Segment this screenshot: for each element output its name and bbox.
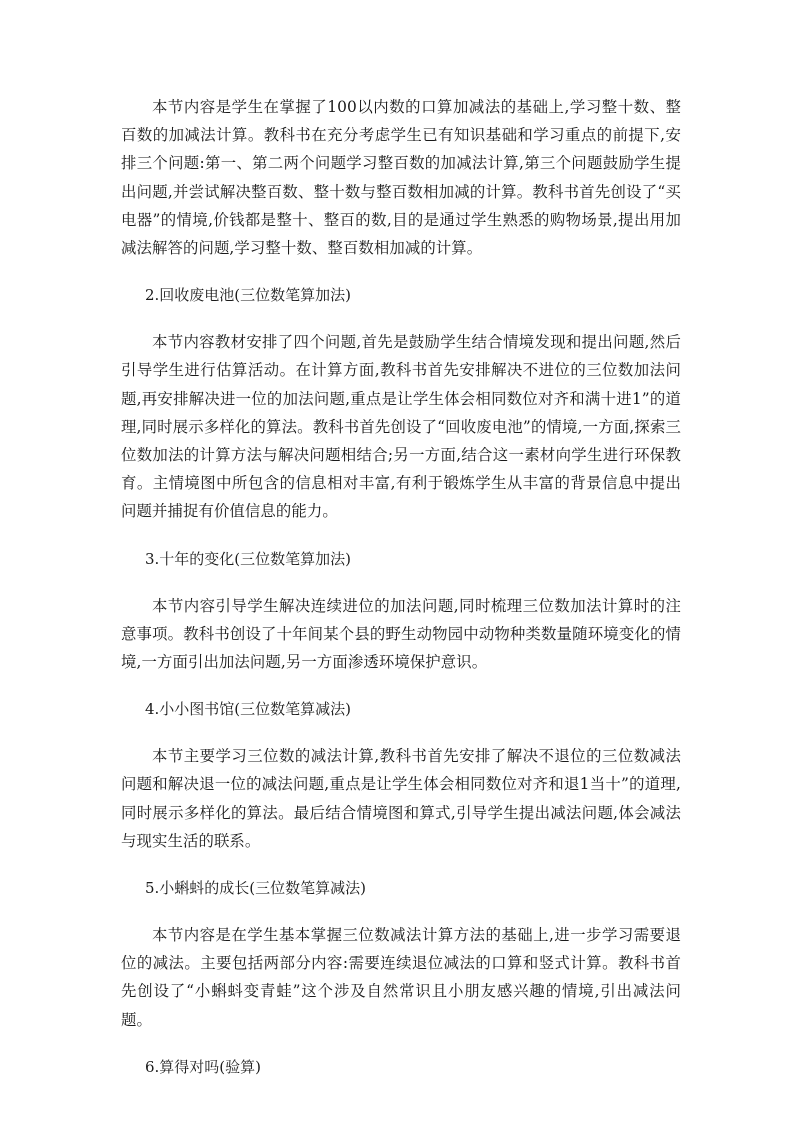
paragraph-intro: 本节内容是学生在掌握了100以内数的口算加减法的基础上,学习整十数、整百数的加减法计算。教科书在充分考虑学生已有知识基础和学习重点的前提下,安排三个问题:第一、第二两个问题学习整百数的加减法计算,第三个问题鼓励学生提出问题,并尝试解决整百数、整十数与整百数相加减的计算。教科书首先创设了“买电器”的情境,价钱都是整十、整百的数,目的是通过学生熟悉的购物场景,提出用加减法解答的问题,学习整十数、整百数相加减的计算。 [121, 98, 681, 258]
document-body [121, 93, 681, 1100]
section-heading-2: 2.回收废电池(三位数笔算加法) [145, 286, 352, 305]
section-heading-4: 4.小小图书馆(三位数笔算减法) [145, 700, 352, 719]
paragraph-section-2: 本节内容教材安排了四个问题,首先是鼓励学生结合情境发现和提出问题,然后引导学生进行估算活动。在计算方面,教科书首先安排解决不进位的三位数加法问题,再安排解决进一位的加法问题,重点是让学生体会相同数位对齐和满十进1”的道理,同时展示多样化的算法。教科书首先创设了“回收废电池”的情境,一方面,探索三位数加法的计算方法与解决问题相结合;另一方面,结合这一素材向学生进行环保教育。主情境图中所包含的信息相对丰富,有利于锻炼学生从丰富的背景信息中提出问题并捕捉有价值信息的能力。 [121, 333, 681, 521]
section-heading-3: 3.十年的变化(三位数笔算加法) [145, 549, 352, 568]
paragraph-section-5: 本节内容是在学生基本掌握三位数减法计算方法的基础上,进一步学习需要退位的减法。主要包括两部分内容:需要连续退位减法的口算和竖式计算。教科书首先创设了“小蝌蚪变青蛙”这个涉及自然常识且小朋友感兴趣的情境,引出减法问题。 [121, 926, 681, 1029]
paragraph-section-4: 本节主要学习三位数的减法计算,教科书首先安排了解决不退位的三位数减法问题和解决退一位的减法问题,重点是让学生体会相同数位对齐和退1当十”的道理,同时展示多样化的算法。最后结合情境图和算式,引导学生提出减法问题,体会减法与现实生活的联系。 [121, 747, 681, 850]
section-heading-6: 6.算得对吗(验算) [145, 1057, 262, 1076]
section-heading-5: 5.小蝌蚪的成长(三位数笔算减法) [145, 879, 367, 898]
paragraph-section-3: 本节内容引导学生解决连续进位的加法问题,同时梳理三位数加法计算时的注意事项。教科书创设了十年间某个县的野生动物园中动物种类数量随环境变化的情境,一方面引出加法问题,另一方面渗透环境保护意识。 [121, 596, 681, 672]
